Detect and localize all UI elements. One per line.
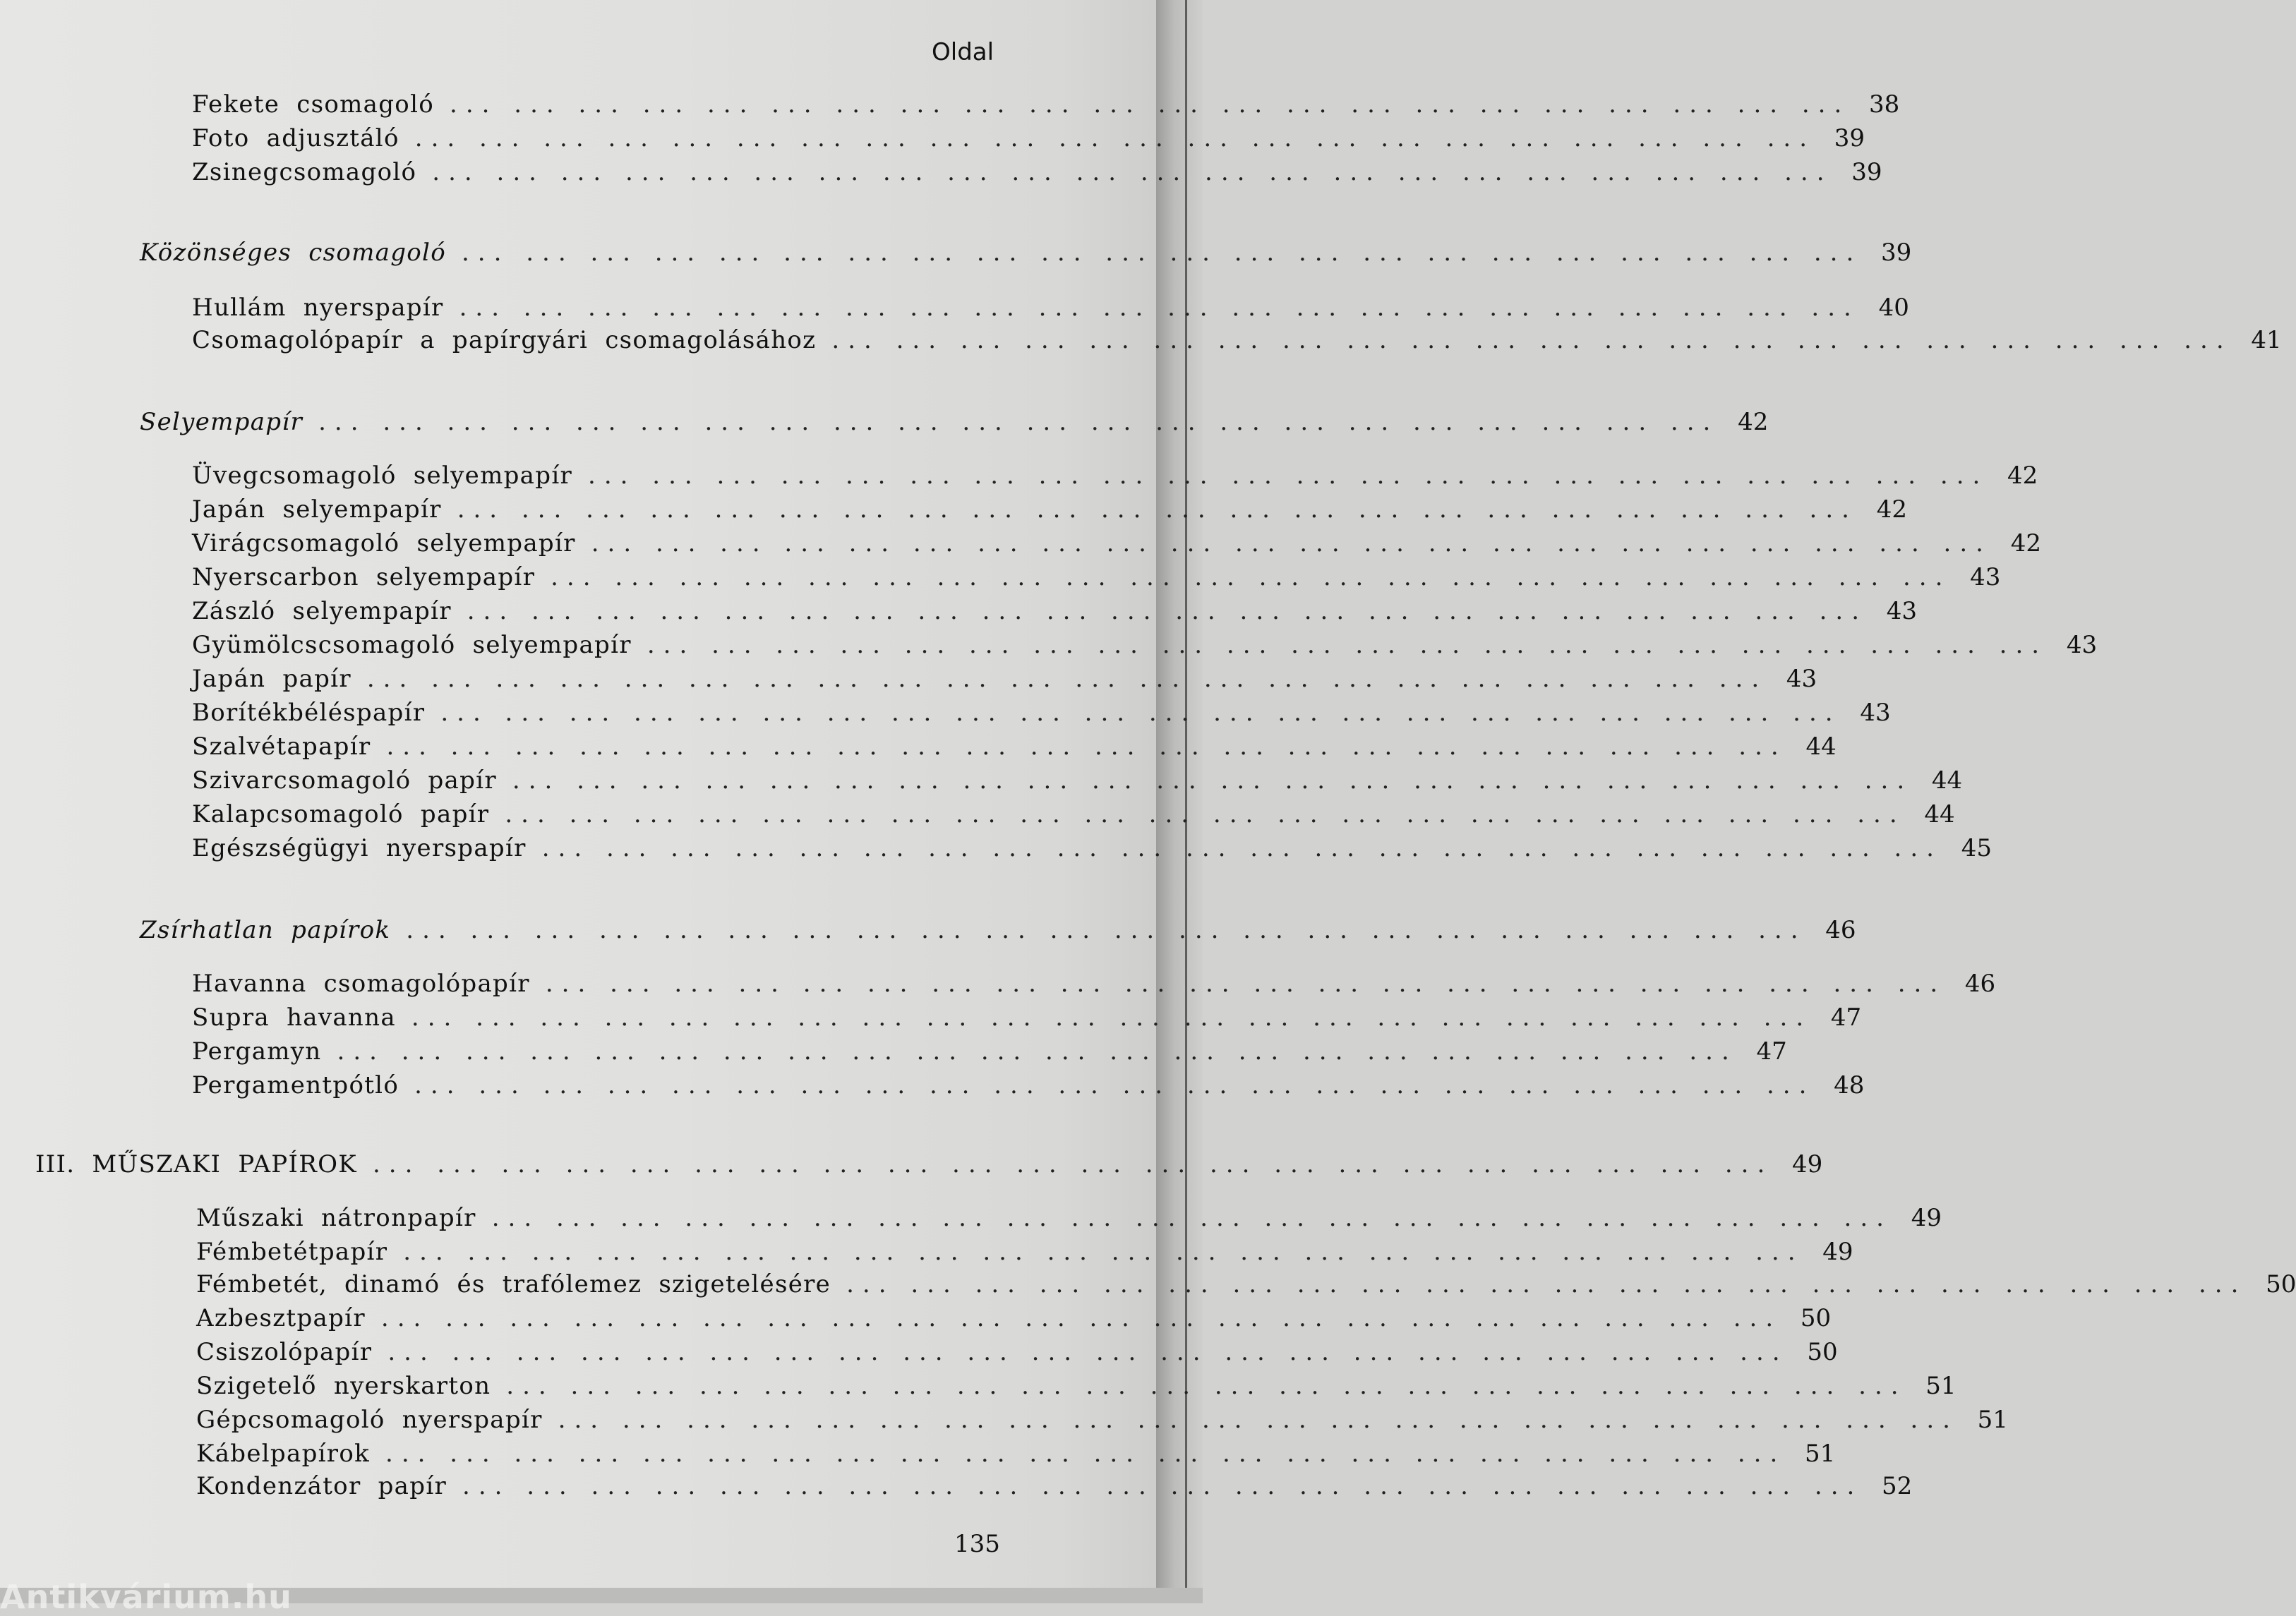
- toc-entry-title: Csomagolópapír a papírgyári csomagolásához: [192, 326, 817, 354]
- toc-entry-title: Zászló selyempapír: [192, 597, 452, 625]
- page-number: 135: [954, 1530, 1000, 1558]
- toc-dot-leader: ... ... ... ... ... ... ... ... ... ... ... ... ... ... ... ... ... ... ... ... ... ...: [545, 970, 1947, 998]
- toc-dot-leader: ... ... ... ... ... ... ... ... ... ... ... ... ... ... ... ... ... ... ... ... ... ...: [457, 495, 1858, 524]
- toc-entry: [192, 563, 2001, 594]
- toc-entry-page: 44: [1805, 732, 1837, 761]
- toc-entry: [196, 1304, 1832, 1335]
- toc-entry-title: Gyümölcscsomagoló selyempapír: [192, 631, 632, 659]
- toc-section-title: Közönséges csomagoló: [140, 239, 446, 267]
- toc-dot-leader: ... ... ... ... ... ... ... ... ... ... ... ... ... ... ... ... ... ... ... ... ... ...: [440, 699, 1841, 727]
- toc-entry-title: Fekete csomagoló: [192, 90, 435, 119]
- toc-entry-page: 51: [1925, 1372, 1957, 1400]
- toc-entry: [192, 699, 1891, 730]
- toc-entry-page: 52: [1882, 1472, 1913, 1500]
- toc-entry-page: 43: [1860, 699, 1891, 727]
- toc-entry: [192, 1071, 1865, 1102]
- toc-dot-leader: ... ... ... ... ... ... ... ... ... ... ... ... ... ... ... ... ... ... ... ... ... ...: [380, 1304, 1782, 1332]
- toc-entry: [192, 766, 1963, 797]
- toc-entry-title: Japán selyempapír: [192, 495, 442, 524]
- toc-entry-title: Foto adjusztáló: [192, 124, 399, 152]
- toc-entry-title: Japán papír: [192, 665, 351, 693]
- toc-dot-leader: ... ... ... ... ... ... ... ... ... ... ... ... ... ... ... ... ... ... ... ... ... ...: [512, 766, 1913, 795]
- toc-entry-title: Nyerscarbon selyempapír: [192, 563, 536, 591]
- toc-entry: [192, 970, 1996, 1001]
- toc-entry: [192, 834, 1992, 865]
- toc-entry: [192, 1003, 1862, 1035]
- toc-entry: [192, 326, 2282, 357]
- toc-entry: [196, 1440, 1836, 1471]
- toc-entry: [192, 158, 1882, 189]
- toc-entry-title: Műszaki nátronpapír: [196, 1204, 476, 1232]
- toc-entry-title: Kondenzátor papír: [196, 1472, 447, 1500]
- toc-dot-leader: ... ... ... ... ... ... ... ... ... ... ... ... ... ... ... ... ... ... ... ... ... ...: [551, 563, 1952, 591]
- toc-dot-leader: ... ... ... ... ... ... ... ... ... ... ... ... ... ... ... ... ... ... ... ... ... ...: [411, 1003, 1813, 1032]
- toc-dot-leader: ... ... ... ... ... ... ... ... ... ... ... ... ... ... ... ... ... ... ... ... ... ...: [467, 597, 1868, 625]
- toc-entry-page: 44: [1924, 800, 1955, 828]
- toc-entry-title: Borítékbéléspapír: [192, 699, 426, 727]
- toc-entry-page: 50: [1807, 1338, 1838, 1366]
- toc-entry-page: 43: [1886, 597, 1918, 625]
- toc-dot-leader: ... ... ... ... ... ... ... ... ... ... ... ... ... ... ... ... ... ... ... ... ... ...: [366, 665, 1768, 693]
- toc-dot-leader: ... ... ... ... ... ... ... ... ... ... ... ... ... ... ... ... ... ... ... ... ... ...: [831, 326, 2232, 354]
- toc-entry-page: 46: [1825, 916, 1856, 944]
- toc-entry: [196, 1372, 1957, 1403]
- toc-entry-page: 49: [1822, 1238, 1853, 1266]
- toc-entry: [192, 462, 2038, 493]
- toc-dot-leader: ... ... ... ... ... ... ... ... ... ... ... ... ... ... ... ... ... ... ... ... ... ...: [387, 1338, 1789, 1366]
- toc-section-heading: [140, 408, 1769, 439]
- toc-entry-title: Gépcsomagoló nyerspapír: [196, 1406, 543, 1434]
- toc-entry-page: 45: [1961, 834, 1992, 862]
- toc-chapter-heading: [35, 1150, 1823, 1181]
- toc-entry-page: 42: [2010, 529, 2041, 557]
- toc-entry-title: Pergamentpótló: [192, 1071, 399, 1099]
- toc-entry-title: Hullám nyerspapír: [192, 294, 444, 322]
- toc-entry-page: 42: [1738, 408, 1769, 436]
- toc-entry-title: Havanna csomagolópapír: [192, 970, 530, 998]
- toc-entry-title: Szivarcsomagoló papír: [192, 766, 497, 795]
- page-column-header: Oldal: [932, 38, 994, 66]
- toc-entry: [192, 800, 1955, 831]
- toc-entry-page: 38: [1869, 90, 1900, 119]
- toc-entry: [196, 1270, 2296, 1301]
- toc-entry-page: 49: [1791, 1150, 1823, 1178]
- toc-entry: [192, 631, 2098, 662]
- toc-dot-leader: ... ... ... ... ... ... ... ... ... ... ... ... ... ... ... ... ... ... ... ... ... ...: [588, 462, 1989, 490]
- toc-entry-page: 51: [1977, 1406, 2008, 1434]
- toc-entry-page: 44: [1931, 766, 1963, 795]
- toc-entry: [196, 1204, 1942, 1235]
- toc-entry-title: Csiszolópapír: [196, 1338, 373, 1366]
- toc-dot-leader: ... ... ... ... ... ... ... ... ... ... ... ... ... ... ... ... ... ... ... ... ... ...: [414, 1071, 1815, 1099]
- toc-entry-title: Szalvétapapír: [192, 732, 371, 761]
- toc-dot-leader: ... ... ... ... ... ... ... ... ... ... ... ... ... ... ... ... ... ... ... ... ... ...: [403, 1238, 1804, 1266]
- toc-entry-page: 39: [1851, 158, 1882, 186]
- toc-dot-leader: ... ... ... ... ... ... ... ... ... ... ... ... ... ... ... ... ... ... ... ... ... ...: [372, 1150, 1774, 1178]
- toc-entry-page: 39: [1881, 239, 1912, 267]
- toc-entry: [196, 1472, 1913, 1503]
- toc-entry-page: 51: [1805, 1440, 1836, 1468]
- toc-entry-page: 50: [2266, 1270, 2296, 1298]
- toc-entry: [196, 1406, 2008, 1437]
- toc-dot-leader: ... ... ... ... ... ... ... ... ... ... ... ... ... ... ... ... ... ... ... ... ... ...: [318, 408, 1719, 436]
- toc-dot-leader: ... ... ... ... ... ... ... ... ... ... ... ... ... ... ... ... ... ... ... ... ... ...: [846, 1270, 2247, 1298]
- toc-dot-leader: ... ... ... ... ... ... ... ... ... ... ... ... ... ... ... ... ... ... ... ... ... ...: [462, 239, 1863, 267]
- toc-entry: [192, 1037, 1787, 1068]
- toc-entry: [192, 294, 1909, 325]
- toc-dot-leader: ... ... ... ... ... ... ... ... ... ... ... ... ... ... ... ... ... ... ... ... ... ...: [462, 1472, 1863, 1500]
- toc-section-heading: [140, 916, 1856, 947]
- toc-entry: [196, 1238, 1853, 1269]
- toc-dot-leader: ... ... ... ... ... ... ... ... ... ... ... ... ... ... ... ... ... ... ... ... ... ...: [406, 916, 1807, 944]
- toc-dot-leader: ... ... ... ... ... ... ... ... ... ... ... ... ... ... ... ... ... ... ... ... ... ...: [459, 294, 1860, 322]
- toc-dot-leader: ... ... ... ... ... ... ... ... ... ... ... ... ... ... ... ... ... ... ... ... ... ...: [450, 90, 1851, 119]
- toc-entry-page: 39: [1834, 124, 1865, 152]
- toc-entry-page: 43: [2066, 631, 2098, 659]
- toc-dot-leader: ... ... ... ... ... ... ... ... ... ... ... ... ... ... ... ... ... ... ... ... ... ...: [432, 158, 1833, 186]
- toc-dot-leader: ... ... ... ... ... ... ... ... ... ... ... ... ... ... ... ... ... ... ... ... ... ...: [491, 1204, 1892, 1232]
- toc-entry: [192, 90, 1900, 121]
- toc-entry-title: Kábelpapírok: [196, 1440, 371, 1468]
- toc-entry: [192, 529, 2041, 560]
- toc-dot-leader: ... ... ... ... ... ... ... ... ... ... ... ... ... ... ... ... ... ... ... ... ... ...: [506, 1372, 1907, 1400]
- toc-entry-title: Pergamyn: [192, 1037, 322, 1066]
- toc-section-title: Zsírhatlan papírok: [140, 916, 391, 944]
- toc-entry-title: Azbesztpapír: [196, 1304, 366, 1332]
- toc-entry-page: 46: [1964, 970, 1996, 998]
- toc-dot-leader: ... ... ... ... ... ... ... ... ... ... ... ... ... ... ... ... ... ... ... ... ... ...: [591, 529, 1992, 557]
- toc-entry-title: Egészségügyi nyerspapír: [192, 834, 527, 862]
- toc-dot-leader: ... ... ... ... ... ... ... ... ... ... ... ... ... ... ... ... ... ... ... ... ... ...: [505, 800, 1906, 828]
- toc-entry-page: 42: [2007, 462, 2038, 490]
- toc-entry-page: 47: [1756, 1037, 1787, 1066]
- toc-entry-page: 43: [1786, 665, 1817, 693]
- toc-dot-leader: ... ... ... ... ... ... ... ... ... ... ... ... ... ... ... ... ... ... ... ... ... ...: [385, 1440, 1786, 1468]
- toc-entry-title: Kalapcsomagoló papír: [192, 800, 490, 828]
- toc-entry-title: Fémbetétpapír: [196, 1238, 388, 1266]
- toc-entry-page: 42: [1876, 495, 1907, 524]
- toc-section-title: Selyempapír: [140, 408, 303, 436]
- toc-entry-page: 43: [1970, 563, 2001, 591]
- toc-dot-leader: ... ... ... ... ... ... ... ... ... ... ... ... ... ... ... ... ... ... ... ... ... ...: [541, 834, 1942, 862]
- toc-dot-leader: ... ... ... ... ... ... ... ... ... ... ... ... ... ... ... ... ... ... ... ... ... ...: [414, 124, 1816, 152]
- toc-dot-leader: ... ... ... ... ... ... ... ... ... ... ... ... ... ... ... ... ... ... ... ... ... ...: [337, 1037, 1738, 1066]
- toc-dot-leader: ... ... ... ... ... ... ... ... ... ... ... ... ... ... ... ... ... ... ... ... ... ...: [558, 1406, 1959, 1434]
- toc-entry-page: 40: [1878, 294, 1909, 322]
- toc-entry-page: 48: [1834, 1071, 1865, 1099]
- toc-entry-page: 41: [2251, 326, 2282, 354]
- toc-entry: [192, 495, 1907, 526]
- toc-dot-leader: ... ... ... ... ... ... ... ... ... ... ... ... ... ... ... ... ... ... ... ... ... ...: [386, 732, 1787, 761]
- toc-chapter-title: III. MŰSZAKI PAPÍROK: [35, 1150, 357, 1178]
- toc-entry-page: 50: [1800, 1304, 1832, 1332]
- toc-section-heading: [140, 239, 1912, 270]
- toc-entry: [192, 732, 1837, 764]
- toc-entry-title: Üvegcsomagoló selyempapír: [192, 462, 573, 490]
- toc-entry-page: 47: [1830, 1003, 1862, 1032]
- toc-entry: [192, 124, 1865, 155]
- toc-entry-title: Szigetelő nyerskarton: [196, 1372, 491, 1400]
- toc-entry: [192, 597, 1918, 628]
- toc-entry: [196, 1338, 1838, 1369]
- toc-entry-title: Fémbetét, dinamó és trafólemez szigetelésére: [196, 1270, 831, 1298]
- toc-dot-leader: ... ... ... ... ... ... ... ... ... ... ... ... ... ... ... ... ... ... ... ... ... ...: [647, 631, 2048, 659]
- toc-entry: [192, 665, 1817, 696]
- toc-entry-page: 49: [1911, 1204, 1942, 1232]
- toc-entry-title: Supra havanna: [192, 1003, 396, 1032]
- toc-entry-title: Virágcsomagoló selyempapír: [192, 529, 576, 557]
- toc-entry-title: Zsinegcsomagoló: [192, 158, 417, 186]
- watermark: Antikvárium.hu: [0, 1578, 292, 1616]
